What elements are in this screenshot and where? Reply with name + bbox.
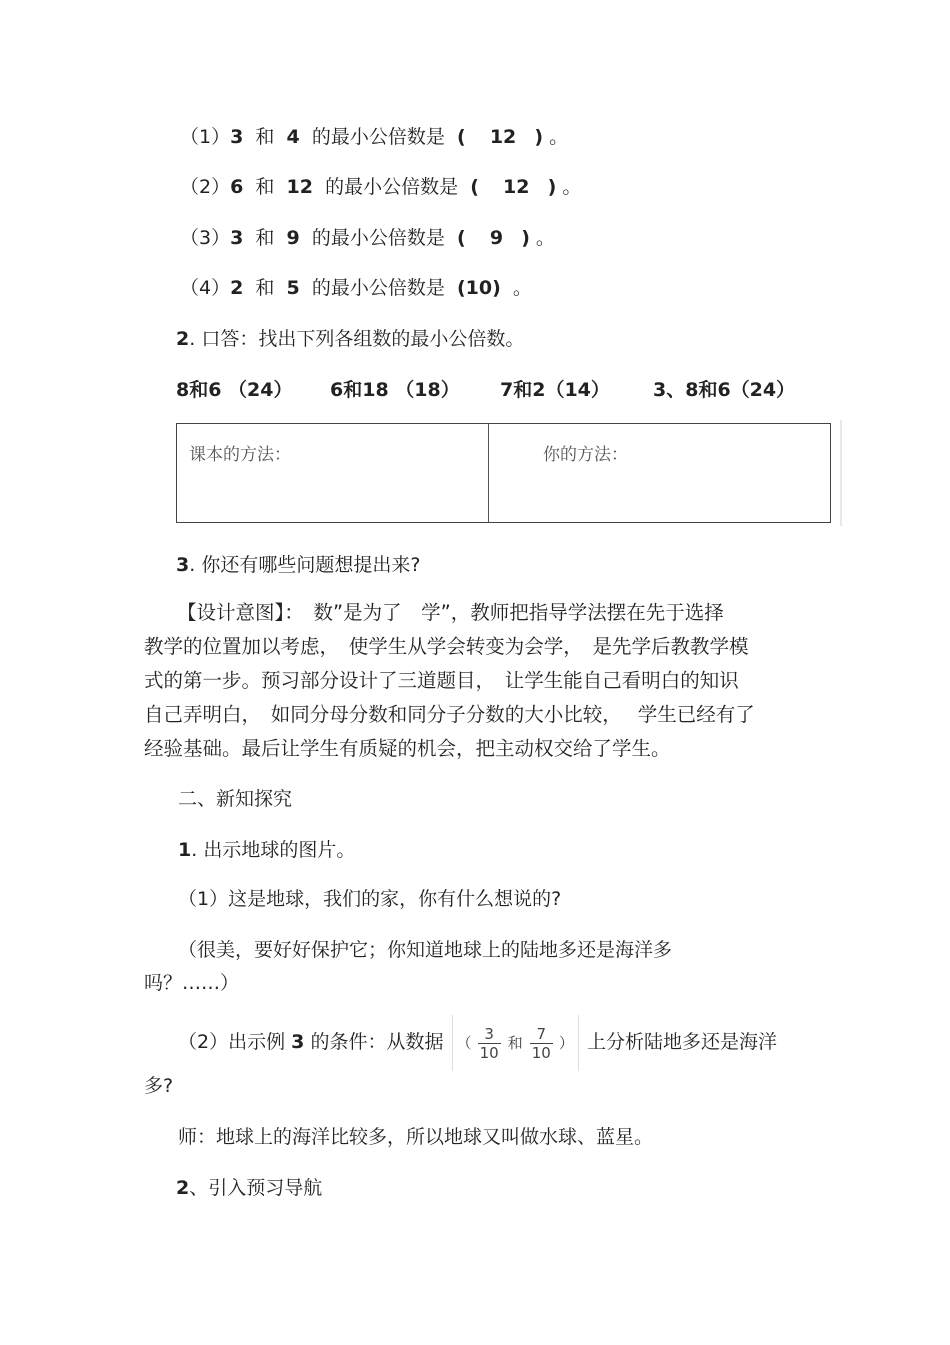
textbook-method-label: 课本的方法： bbox=[189, 445, 291, 465]
section2-sub-2-cont: 多? bbox=[144, 1075, 174, 1097]
section2-answer-line-2: 吗？……） bbox=[144, 972, 240, 994]
fraction-close-paren: ） bbox=[558, 1034, 574, 1052]
question-3: 3. 你还有哪些问题想提出来? bbox=[176, 554, 421, 576]
section2-sub-1: （1）这是地球，我们的家，你有什么想说的? bbox=[178, 888, 562, 910]
lcm-item-4: （4）2 和 5 的最小公倍数是 (10) 。 bbox=[180, 277, 532, 299]
section2-sub-2: （2）出示例 3 的条件：从数据 （ $\frac{3}{10}$ 和 $\frac{7}{10}$ ） 上分析陆地多还是海洋 bbox=[178, 1014, 777, 1071]
fraction-open-paren: （ bbox=[456, 1034, 472, 1052]
q2-group-4: 3、8和6（24） bbox=[653, 379, 796, 401]
design-intent-line-3: 式的第一步。预习部分设计了三道题目， 让学生能自己看明白的知识 bbox=[144, 669, 739, 692]
q2-group-1: 8和6 （24） bbox=[176, 379, 293, 401]
design-intent-line-2: 教学的位置加以考虑， 使学生从学会转变为会学， 是先学后教教学模 bbox=[144, 635, 749, 658]
section2-item-2: 2、引入预习导航 bbox=[176, 1177, 323, 1199]
section2-answer-line-1: （很美，要好好保护它；你知道地球上的陆地多还是海洋多 bbox=[178, 939, 673, 961]
design-intent-line-5: 经验基础。最后让学生有质疑的机会，把主动权交给了学生。 bbox=[144, 737, 671, 760]
question-2: 2. 口答：找出下列各组数的最小公倍数。 bbox=[176, 328, 525, 350]
fraction-three-tenths: $\frac{3}{10}$ bbox=[479, 1024, 499, 1062]
lcm-item-1: （1）3 和 4 的最小公倍数是 ( 12 ) 。 bbox=[180, 126, 569, 148]
lcm-item-3: （3）3 和 9 的最小公倍数是 ( 9 ) 。 bbox=[180, 227, 555, 249]
q2-group-3: 7和2（14） bbox=[500, 379, 610, 401]
design-intent-line-4: 自己弄明白， 如同分母分数和同分子分数的大小比较， 学生已经有了 bbox=[144, 703, 755, 726]
fraction-seven-tenths: $\frac{7}{10}$ bbox=[531, 1024, 551, 1062]
section2-item-1: 1. 出示地球的图片。 bbox=[178, 839, 356, 861]
design-intent-paragraph bbox=[144, 596, 804, 766]
design-intent-line-1: 【设计意图】： 数”是为了 学”，教师把指导学法摆在先于选择 bbox=[177, 601, 724, 624]
table-divider bbox=[488, 424, 489, 522]
table-edge bbox=[840, 420, 842, 526]
teacher-line: 师：地球上的海洋比较多，所以地球又叫做水球、蓝星。 bbox=[178, 1126, 654, 1148]
q2-group-2: 6和18 （18） bbox=[330, 379, 460, 401]
method-table bbox=[176, 423, 831, 523]
lcm-item-2: （2）6 和 12 的最小公倍数是 ( 12 ) 。 bbox=[180, 176, 582, 198]
fraction-data-box: （ $\frac{3}{10}$ 和 $\frac{7}{10}$ ） bbox=[452, 1015, 579, 1071]
your-method-label: 你的方法： bbox=[543, 445, 628, 465]
section-heading: 二、新知探究 bbox=[178, 788, 293, 810]
